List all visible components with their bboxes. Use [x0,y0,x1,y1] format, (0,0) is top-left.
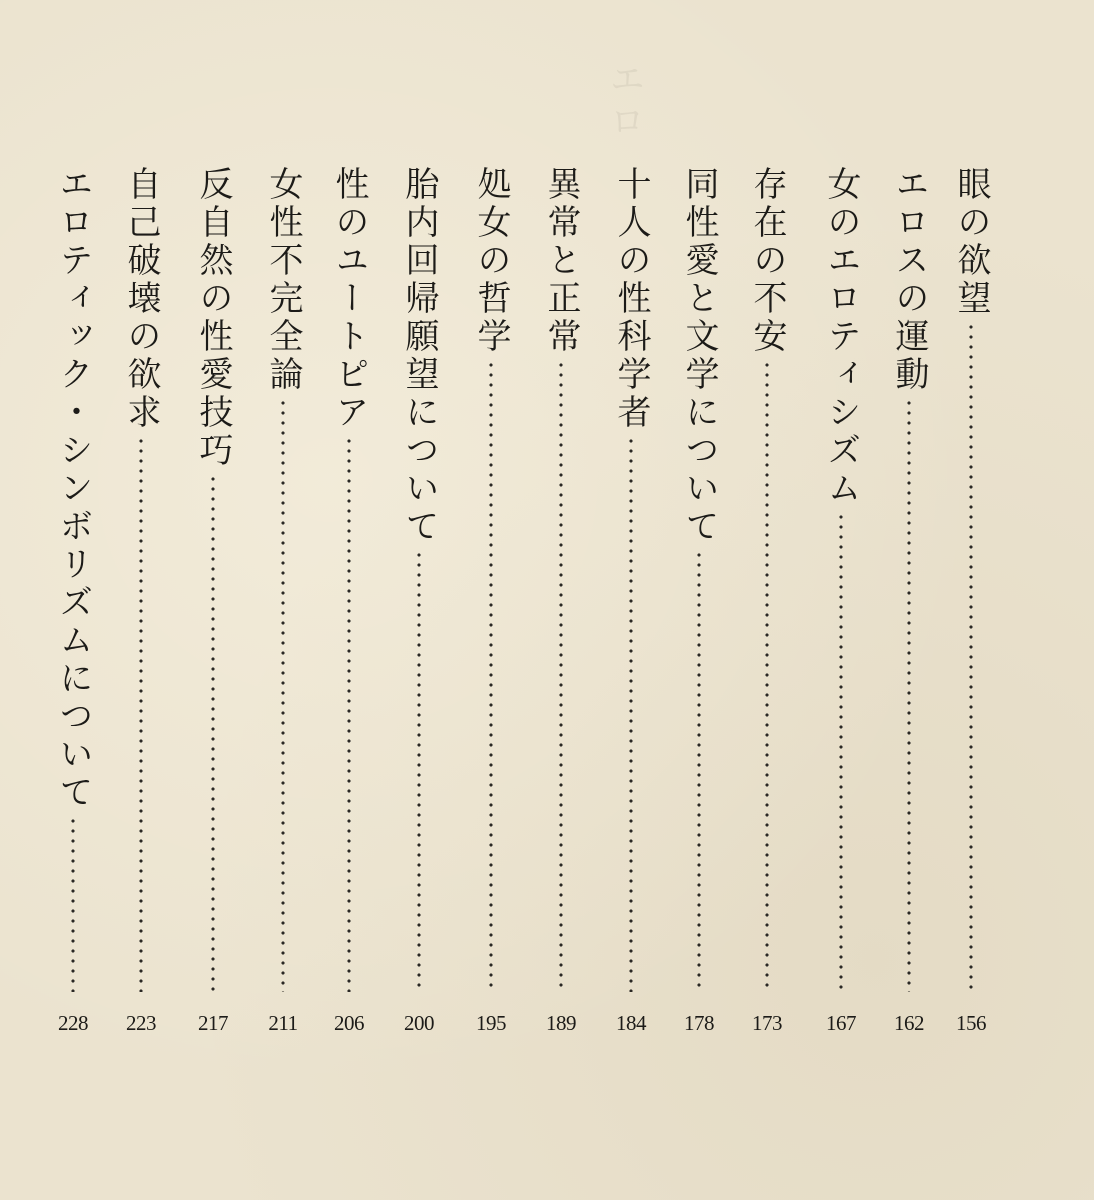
dot-leader [559,360,563,992]
toc-entry [50,166,96,1048]
toc-entry-page: 162 [894,1011,924,1035]
dot-leader [489,360,493,992]
toc-entry [190,166,236,1048]
toc-entry [886,166,932,1048]
toc-entry-title: 反自然の性愛技巧 [193,166,233,470]
toc-entry [326,166,372,1048]
toc-entry-page: 195 [476,1011,506,1035]
toc-entry-title: 異常と正常 [541,166,581,356]
toc-entry [468,166,514,1048]
toc-entry-page: 228 [58,1011,88,1035]
toc-entry [818,166,864,1048]
dot-leader [907,398,911,992]
dot-leader [211,474,215,992]
toc-entry [538,166,584,1048]
toc-entry-page: 173 [752,1011,782,1035]
toc-entry [608,166,654,1048]
toc-entry-title: 性のユートピア [329,166,369,432]
toc-entry-page: 156 [956,1011,986,1035]
toc-entry-title: 同性愛と文学について [679,166,719,546]
toc-entry-title: 女のエロティシズム [821,166,861,508]
toc-entry [744,166,790,1048]
toc-entry-page: 184 [616,1011,646,1035]
toc-entry-page: 223 [126,1011,156,1035]
toc-entry-title: 眼の欲望 [951,166,991,318]
toc-entry-title: 自己破壊の欲求 [121,166,161,432]
toc-entry-title: エロティック・シンボリズムについて [53,166,93,812]
toc-entry-page: 206 [334,1011,364,1035]
dot-leader [71,816,75,992]
toc-entry-page: 211 [268,1011,298,1035]
toc-entry-title: 胎内回帰願望について [399,166,439,546]
dot-leader [697,550,701,992]
dot-leader [765,360,769,992]
toc-entry [948,166,994,1048]
show-through-text: エロ [604,60,645,144]
dot-leader [969,322,973,992]
dot-leader [139,436,143,992]
toc-entry-title: 十人の性科学者 [611,166,651,432]
dot-leader [417,550,421,992]
toc-entry [118,166,164,1048]
toc-entry-title: 女性不完全論 [263,166,303,394]
toc-entry-page: 217 [198,1011,228,1035]
dot-leader [281,398,285,992]
toc-entry-title: 処女の哲学 [471,166,511,356]
toc-entry-title: 存在の不安 [747,166,787,356]
toc-entry-page: 178 [684,1011,714,1035]
toc-entry-page: 200 [404,1011,434,1035]
dot-leader [347,436,351,992]
dot-leader [839,512,843,992]
toc-entry-title: エロスの運動 [889,166,929,394]
toc-entry-page: 189 [546,1011,576,1035]
dot-leader [629,436,633,992]
toc-entry-page: 167 [826,1011,856,1035]
toc-entry [260,166,306,1048]
toc-entry [396,166,442,1048]
toc-entry [676,166,722,1048]
